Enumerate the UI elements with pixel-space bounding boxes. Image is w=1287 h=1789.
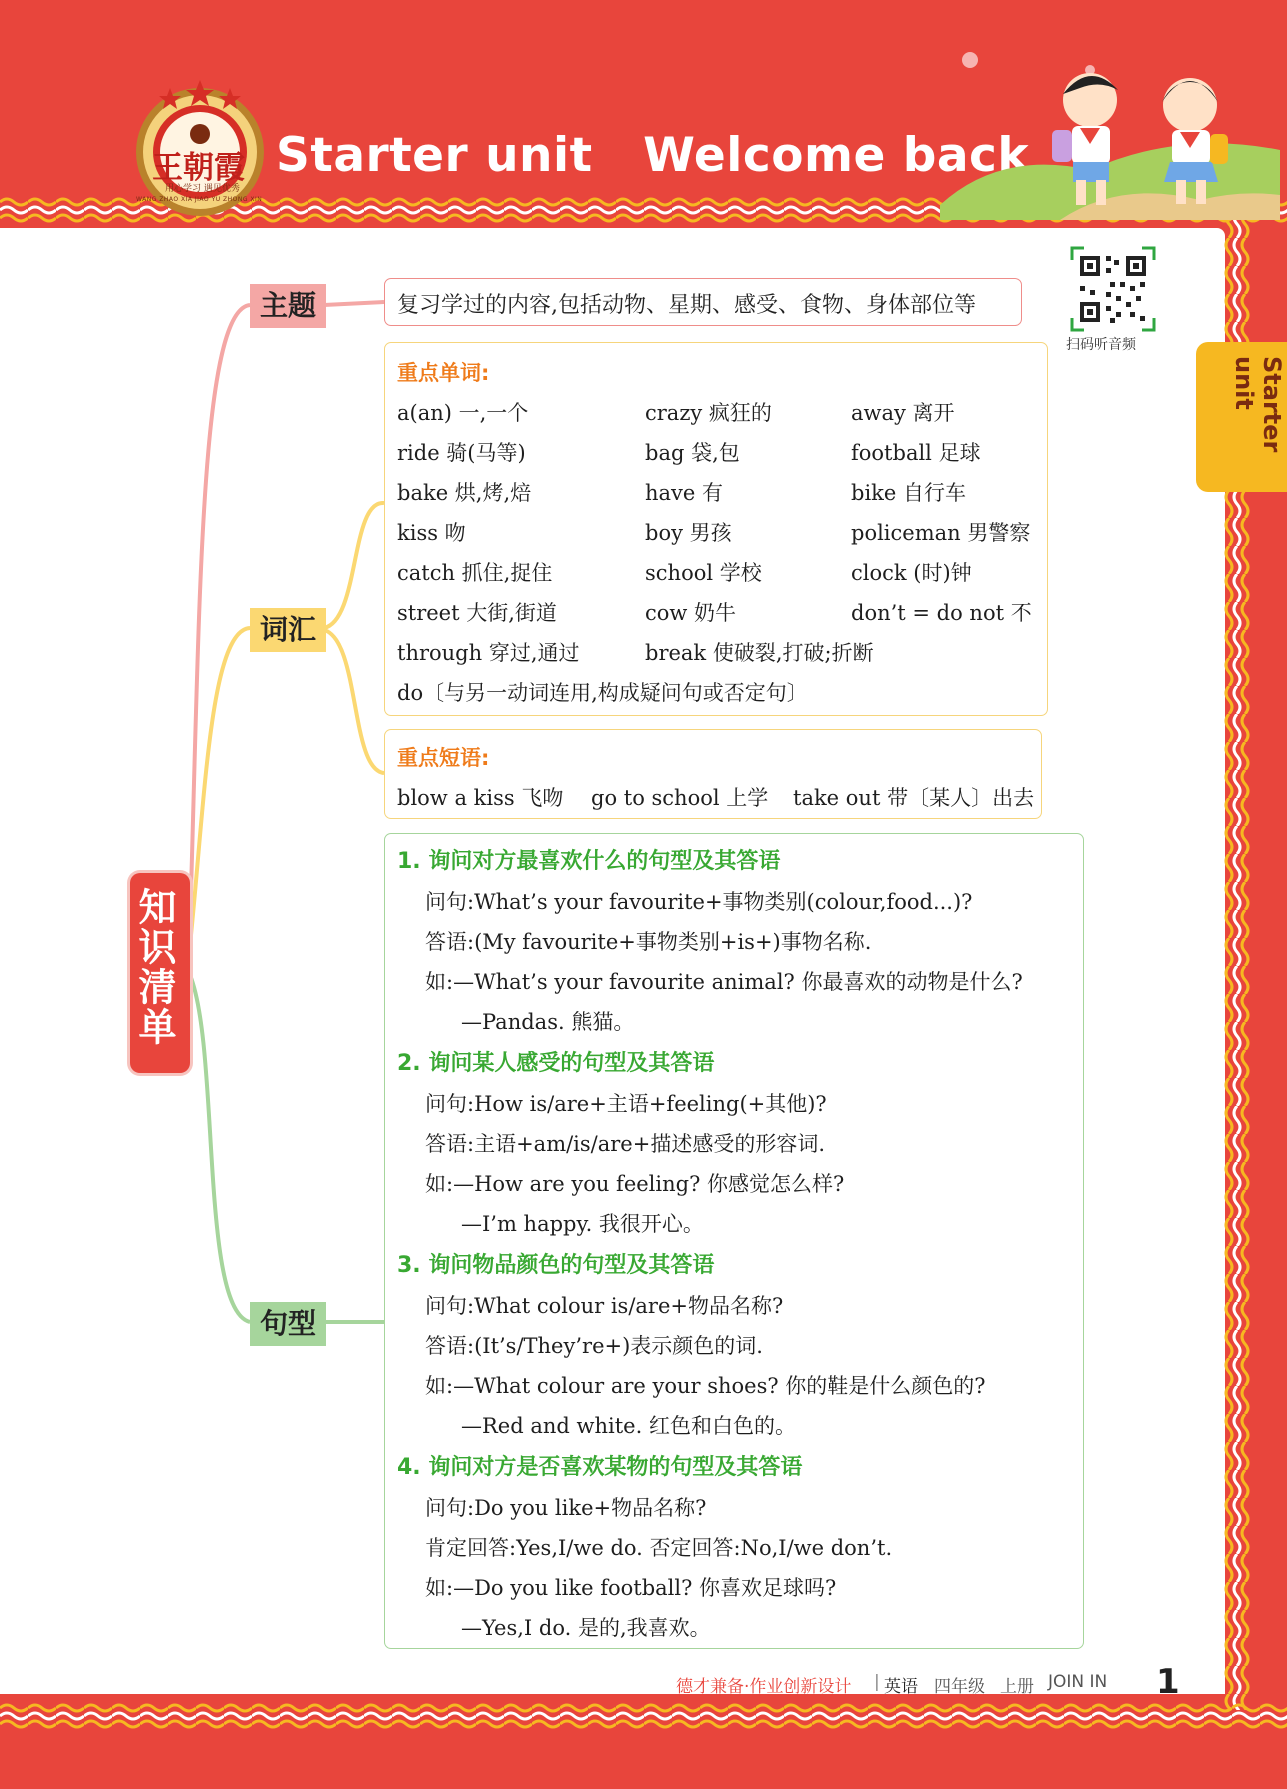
theme-node: 主题 <box>250 284 326 328</box>
pattern-line: 答语:主语+am/is/are+描述感受的形容词. <box>425 1132 826 1156</box>
pattern-line: 答语:(My favourite+事物类别+is+)事物名称. <box>425 930 872 954</box>
pattern-line: 问句:How is/are+主语+feeling(+其他)? <box>425 1092 827 1116</box>
pattern-line: 肯定回答:Yes,I/we do. 否定回答:No,I/we don’t. <box>425 1536 893 1560</box>
phrase-item: blow a kiss 飞吻 <box>397 786 564 810</box>
unit-title: Starter unit Welcome back <box>276 128 1030 183</box>
pattern-title: 3. 询问物品颜色的句型及其答语 <box>397 1253 715 1278</box>
logo-text: 王朝霞 <box>152 150 245 186</box>
pattern-title: 1. 询问对方最喜欢什么的句型及其答语 <box>397 849 781 874</box>
word-item: a(an) 一,一个 <box>397 401 529 425</box>
footer-volume: 上册 <box>1000 1677 1034 1697</box>
word-item: boy 男孩 <box>645 521 732 545</box>
word-item: cow 奶牛 <box>645 601 737 625</box>
logo-ring-text: WANG ZHAO XIA JIAO YU ZHONG XIN <box>136 196 263 203</box>
word-item: football 足球 <box>851 441 981 465</box>
phrase-item: go to school 上学 <box>591 786 769 810</box>
word-item: policeman 男警察 <box>851 521 1031 545</box>
word-item: don’t = do not 不 <box>851 601 1032 625</box>
word-item: do〔与另一动词连用,构成疑问句或否定句〕 <box>397 681 808 705</box>
word-item: bike 自行车 <box>851 481 966 505</box>
sentence-box <box>384 833 1084 1649</box>
pattern-line: 问句:What’s your favourite+事物类别(colour,food...)? <box>425 890 973 914</box>
pattern-line: —Pandas. 熊猫。 <box>461 1010 635 1034</box>
footer-series: 德才兼备·作业创新设计 <box>676 1677 852 1697</box>
word-item: through 穿过,通过 <box>397 641 580 665</box>
mindmap-root-label: 知识清单 <box>132 887 176 1047</box>
pattern-line: 如:—What colour are your shoes? 你的鞋是什么颜色的? <box>425 1374 986 1398</box>
pattern-line: 答语:(It’s/They’re+)表示颜色的词. <box>425 1334 763 1358</box>
word-item: away 离开 <box>851 401 955 425</box>
pattern-title: 2. 询问某人感受的句型及其答语 <box>397 1051 715 1076</box>
pattern-line: 如:—How are you feeling? 你感觉怎么样? <box>425 1172 845 1196</box>
pattern-title: 4. 询问对方是否喜欢某物的句型及其答语 <box>397 1455 803 1480</box>
page-number: 1 <box>1156 1662 1180 1702</box>
sentence-node: 句型 <box>250 1302 326 1346</box>
pattern-line: 问句:What colour is/are+物品名称? <box>425 1294 784 1318</box>
word-item: catch 抓住,捉住 <box>397 561 553 585</box>
footer-grade: 四年级 <box>934 1677 985 1697</box>
word-item: clock (时)钟 <box>851 561 972 585</box>
qr-label: 扫码听音频 <box>1066 337 1136 353</box>
footer-edition: JOIN IN <box>1048 1672 1108 1692</box>
mindmap-root <box>130 873 190 1073</box>
theme-content: 复习学过的内容,包括动物、星期、感受、食物、身体部位等 <box>397 293 976 318</box>
pattern-line: 问句:Do you like+物品名称? <box>425 1496 707 1520</box>
phrase-box <box>384 729 1042 819</box>
pattern-line: —Yes,I do. 是的,我喜欢。 <box>461 1616 711 1640</box>
word-item: crazy 疯狂的 <box>645 401 772 425</box>
phrase-item: take out 带〔某人〕出去 <box>793 786 1035 810</box>
word-item: have 有 <box>645 481 724 505</box>
word-item: bake 烘,烤,焙 <box>397 481 532 505</box>
phrases-title: 重点短语: <box>397 746 490 770</box>
pattern-line: —I’m happy. 我很开心。 <box>461 1212 704 1236</box>
word-item: bag 袋,包 <box>645 441 740 465</box>
words-title: 重点单词: <box>397 361 490 385</box>
word-item: kiss 吻 <box>397 521 466 545</box>
theme-box <box>384 278 1022 326</box>
side-tab-label: Starter unit <box>1230 356 1286 453</box>
word-item: break 使破裂,打破;折断 <box>645 641 874 665</box>
logo-slogan: 用心学习 遇见优秀 <box>165 184 240 194</box>
vocab-node: 词汇 <box>250 608 326 652</box>
pattern-line: 如:—Do you like football? 你喜欢足球吗? <box>425 1576 837 1600</box>
vocab-box <box>384 342 1048 716</box>
pattern-line: —Red and white. 红色和白色的。 <box>461 1414 796 1438</box>
word-item: street 大街,街道 <box>397 601 557 625</box>
word-item: ride 骑(马等) <box>397 441 526 465</box>
footer-divider: | <box>874 1672 880 1692</box>
pattern-line: 如:—What’s your favourite animal? 你最喜欢的动物是什么? <box>425 970 1023 994</box>
word-item: school 学校 <box>645 561 762 585</box>
footer-subject: 英语 <box>884 1677 918 1697</box>
